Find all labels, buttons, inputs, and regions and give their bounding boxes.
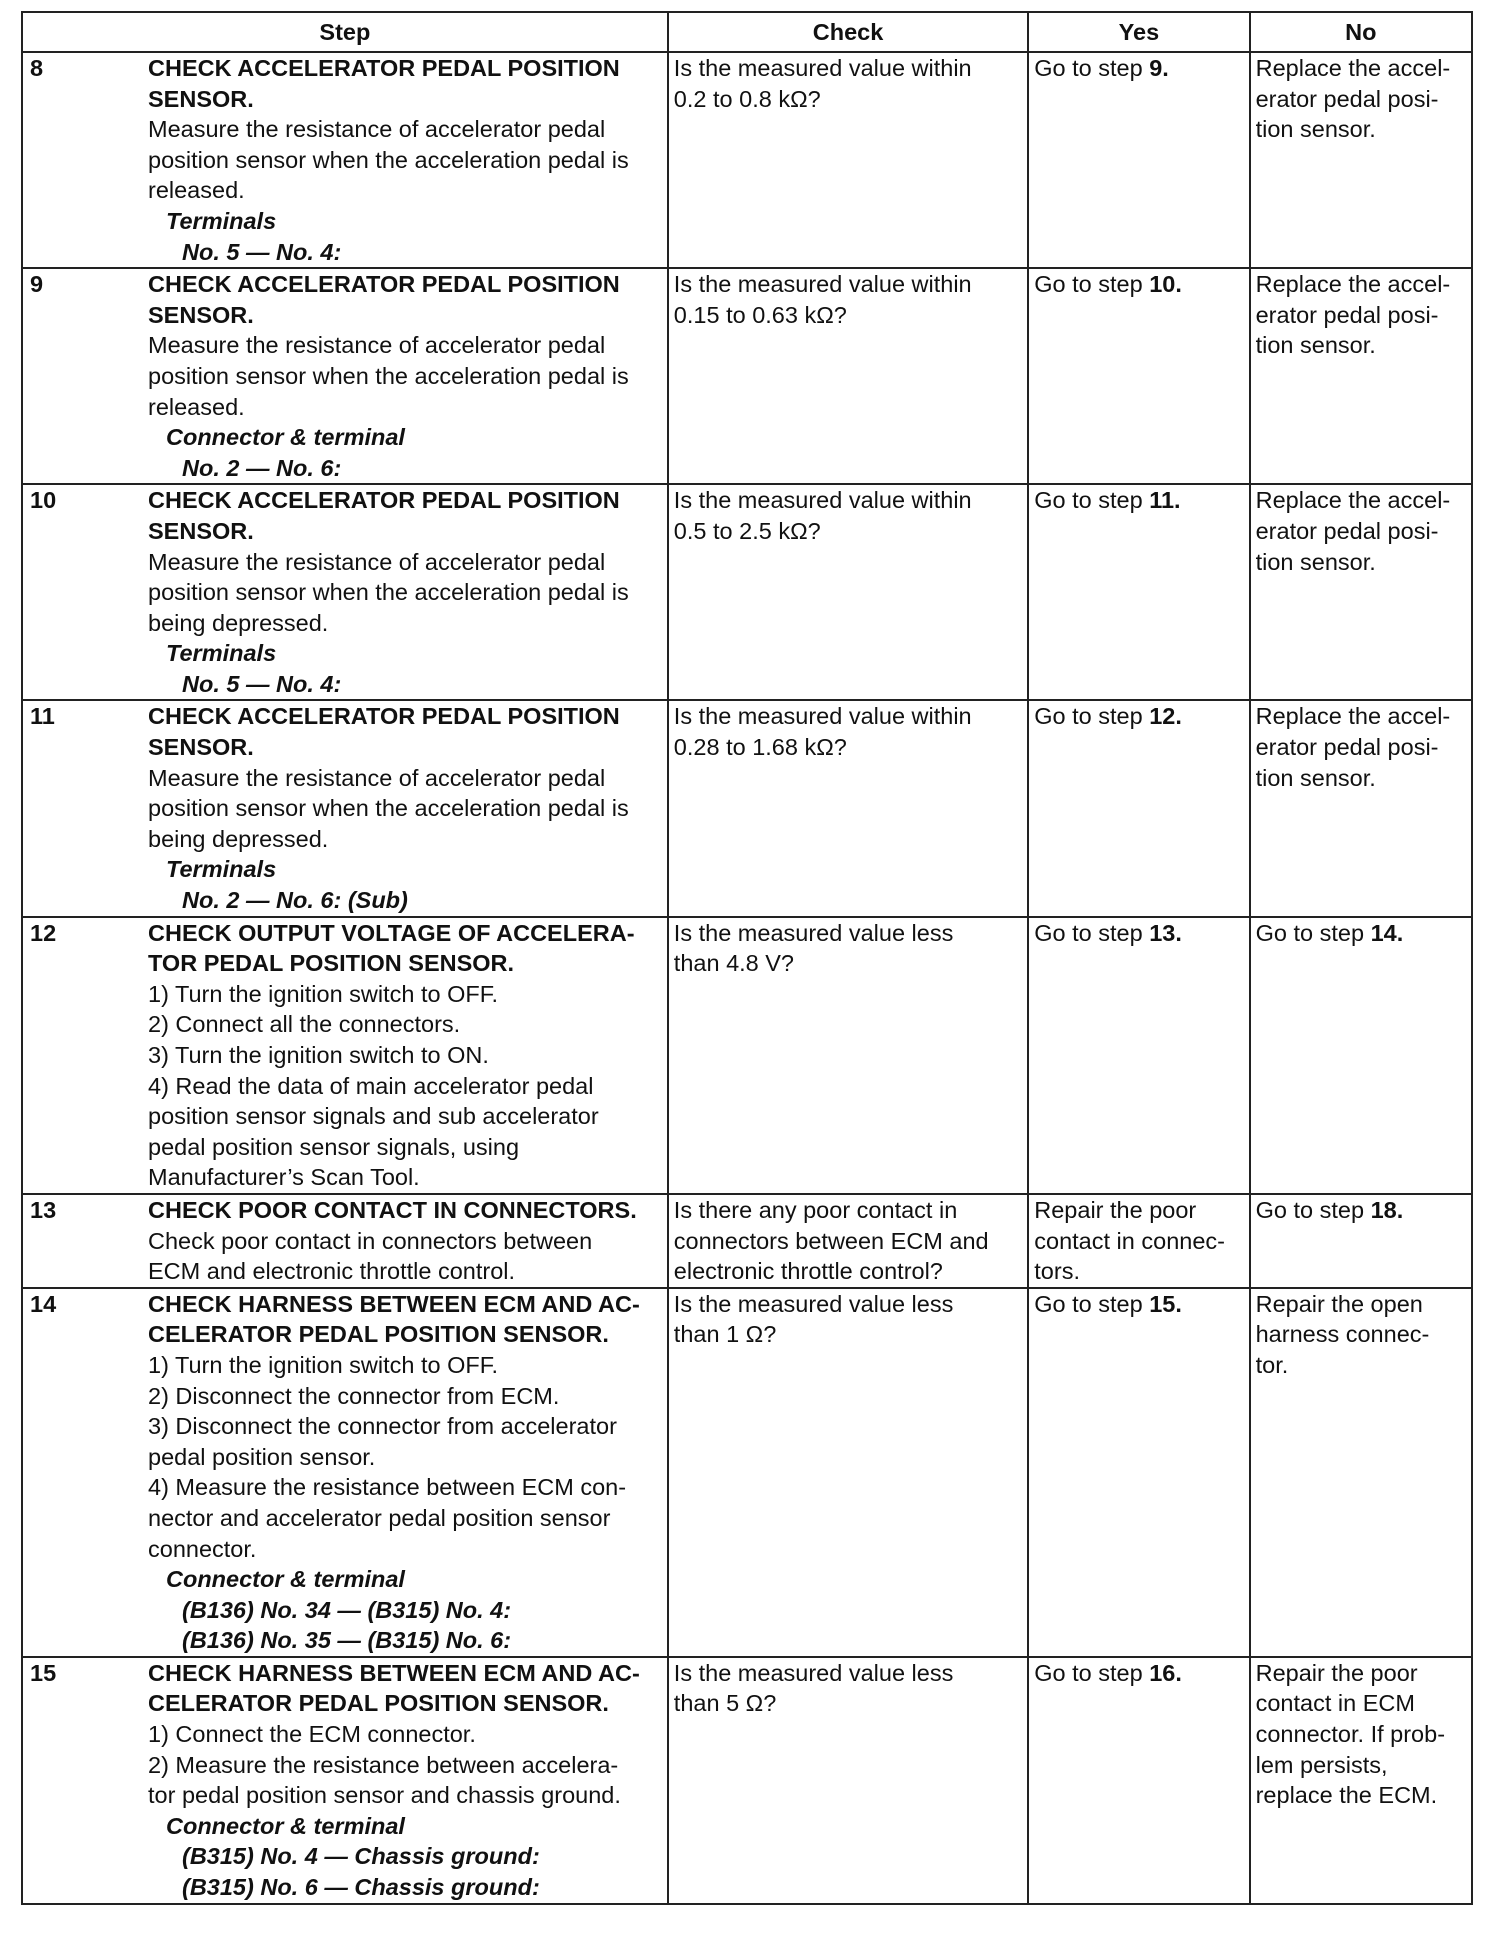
- step-instruction-line: being depressed.: [148, 609, 329, 636]
- yes-goto: [1034, 485, 1243, 516]
- step-instruction-line: position sensor when the acceleration pedal is: [148, 146, 629, 173]
- step-wrap: [28, 918, 662, 1193]
- yes-goto-step: 13.: [1149, 919, 1182, 946]
- step-body: [148, 701, 662, 915]
- check-text-line: Is the measured value within: [673, 703, 972, 730]
- step-terminal-line: No. 2 — No. 6:: [182, 454, 342, 481]
- step-sub-label: Connector & terminal: [166, 1566, 405, 1593]
- step-instruction-line: 1) Turn the ignition switch to OFF.: [148, 1351, 499, 1378]
- check-cell: [668, 52, 1028, 268]
- diagnostic-page: [21, 11, 1473, 1905]
- yes-goto-prefix: Go to step: [1034, 919, 1150, 946]
- yes-cell: [1028, 1194, 1249, 1288]
- step-instruction-line: tor pedal position sensor and chassis ground.: [148, 1782, 621, 1809]
- yes-goto-prefix: Go to step: [1034, 1659, 1150, 1686]
- step-title-line: CHECK ACCELERATOR PEDAL POSITION: [148, 271, 620, 298]
- step-sub-label: Connector & terminal: [166, 424, 405, 451]
- step-cell: [22, 1657, 668, 1904]
- step-title-line: CHECK HARNESS BETWEEN ECM AND AC-: [148, 1659, 640, 1686]
- no-text-line: lem persists,: [1255, 1751, 1388, 1778]
- no-cell: [1250, 1657, 1472, 1904]
- step-sub-label: Connector & terminal: [166, 1812, 405, 1839]
- step-title-line: CHECK ACCELERATOR PEDAL POSITION: [148, 55, 620, 81]
- step-title-line: CHECK OUTPUT VOLTAGE OF ACCELERA-: [148, 919, 635, 946]
- step-cell: [22, 917, 668, 1194]
- no-goto-step: 18.: [1370, 1196, 1404, 1223]
- yes-goto: [1034, 701, 1243, 732]
- step-title-line: SENSOR.: [148, 734, 254, 761]
- table-row: [22, 484, 1472, 700]
- no-text-line: connector. If prob-: [1255, 1721, 1446, 1748]
- step-cell: [22, 52, 668, 268]
- no-text-line: tion sensor.: [1255, 764, 1376, 791]
- yes-goto: [1034, 53, 1243, 84]
- step-instruction-line: Measure the resistance of accelerator pedal: [148, 548, 606, 575]
- no-text-line: erator pedal posi-: [1255, 85, 1439, 112]
- yes-text-line: tors.: [1034, 1258, 1080, 1285]
- check-text-line: than 5 Ω?: [673, 1690, 777, 1717]
- step-body: [148, 485, 662, 699]
- check-cell: [668, 917, 1028, 1194]
- header-no: No: [1250, 12, 1472, 52]
- check-cell: [668, 1657, 1028, 1904]
- yes-cell: [1028, 1288, 1249, 1657]
- no-text-line: contact in ECM: [1255, 1690, 1415, 1717]
- step-body: [148, 53, 662, 267]
- step-number: 11: [30, 703, 55, 730]
- step-instruction-line: position sensor signals and sub accelerator: [148, 1103, 599, 1130]
- step-title-line: TOR PEDAL POSITION SENSOR.: [148, 950, 515, 977]
- check-text-line: 0.15 to 0.63 kΩ?: [673, 301, 847, 328]
- step-title-line: CELERATOR PEDAL POSITION SENSOR.: [148, 1690, 609, 1717]
- step-terminal-line: (B315) No. 4 — Chassis ground:: [182, 1843, 540, 1870]
- step-instruction-line: 4) Read the data of main accelerator pedal: [148, 1072, 594, 1099]
- table-row: [22, 1657, 1472, 1904]
- no-cell: [1250, 52, 1472, 268]
- no-cell: [1250, 484, 1472, 700]
- step-body: [148, 269, 662, 483]
- no-text-line: Repair the poor: [1255, 1659, 1418, 1686]
- step-terminal-line: (B136) No. 34 — (B315) No. 4:: [182, 1596, 512, 1623]
- step-instruction-line: 1) Connect the ECM connector.: [148, 1721, 476, 1748]
- no-cell: [1250, 917, 1472, 1194]
- step-instruction-line: 2) Measure the resistance between accelera-: [148, 1751, 619, 1778]
- check-text-line: Is the measured value less: [673, 1659, 954, 1686]
- no-goto-step: 14.: [1370, 919, 1404, 946]
- yes-goto-step: 11.: [1149, 487, 1181, 514]
- step-instruction-line: ECM and electronic throttle control.: [148, 1258, 516, 1285]
- no-goto-prefix: Go to step: [1255, 1196, 1371, 1223]
- step-wrap: [28, 53, 662, 267]
- no-text-line: Replace the accel-: [1255, 487, 1451, 514]
- no-text-line: Replace the accel-: [1255, 703, 1451, 730]
- yes-goto-prefix: Go to step: [1034, 1290, 1150, 1317]
- no-text-line: erator pedal posi-: [1255, 301, 1439, 328]
- yes-text-line: Repair the poor: [1034, 1196, 1197, 1223]
- step-instruction-line: 2) Connect all the connectors.: [148, 1011, 461, 1038]
- table-row: [22, 700, 1472, 916]
- step-instruction-line: nector and accelerator pedal position sensor: [148, 1504, 611, 1531]
- table-row: [22, 917, 1472, 1194]
- step-wrap: [28, 1658, 662, 1903]
- step-wrap: [28, 701, 662, 915]
- step-title-line: SENSOR.: [148, 301, 254, 328]
- no-goto: [1256, 1195, 1466, 1226]
- yes-goto: [1034, 918, 1243, 949]
- check-text-line: connectors between ECM and: [673, 1227, 989, 1254]
- check-text-line: 0.28 to 1.68 kΩ?: [673, 734, 847, 761]
- step-instruction-line: 2) Disconnect the connector from ECM.: [148, 1382, 560, 1409]
- yes-text-line: contact in connec-: [1034, 1227, 1225, 1254]
- step-wrap: [28, 1289, 662, 1656]
- check-text-line: Is the measured value within: [673, 271, 972, 298]
- step-instruction-line: Measure the resistance of accelerator pedal: [148, 116, 606, 143]
- yes-goto-step: 16.: [1149, 1659, 1182, 1686]
- step-number: 10: [30, 487, 57, 514]
- step-number: 13: [30, 1196, 57, 1223]
- table-header-row: [22, 12, 1472, 52]
- step-title-line: SENSOR.: [148, 517, 254, 544]
- yes-cell: [1028, 1657, 1249, 1904]
- step-instruction-line: 1) Turn the ignition switch to OFF.: [148, 980, 499, 1007]
- step-instruction-line: 4) Measure the resistance between ECM con-: [148, 1474, 627, 1501]
- no-text-line: erator pedal posi-: [1255, 734, 1439, 761]
- step-terminal-line: No. 2 — No. 6: (Sub): [182, 887, 408, 914]
- step-body: [148, 918, 662, 1193]
- step-terminal-line: (B315) No. 6 — Chassis ground:: [182, 1874, 540, 1901]
- step-number: 15: [30, 1659, 57, 1686]
- step-cell: [22, 1194, 668, 1288]
- no-text-line: tion sensor.: [1255, 116, 1376, 143]
- step-title-line: CHECK ACCELERATOR PEDAL POSITION: [148, 703, 620, 730]
- step-sub-label: Terminals: [166, 207, 277, 234]
- step-instruction-line: position sensor when the acceleration pedal is: [148, 579, 629, 606]
- check-text-line: Is there any poor contact in: [673, 1196, 958, 1223]
- no-text-line: harness connec-: [1255, 1321, 1430, 1348]
- step-number: 12: [30, 919, 57, 946]
- no-cell: [1250, 1194, 1472, 1288]
- check-text-line: 0.2 to 0.8 kΩ?: [673, 85, 821, 112]
- yes-goto-step: 10.: [1149, 271, 1182, 298]
- header-yes: Yes: [1028, 12, 1249, 52]
- step-instruction-line: 3) Turn the ignition switch to ON.: [148, 1042, 489, 1068]
- step-cell: [22, 268, 668, 484]
- check-text-line: Is the measured value less: [673, 919, 954, 946]
- step-wrap: [28, 269, 662, 483]
- no-cell: [1250, 700, 1472, 916]
- no-text-line: Replace the accel-: [1255, 55, 1451, 81]
- step-instruction-line: Measure the resistance of accelerator pedal: [148, 764, 606, 791]
- diagnostic-table: [21, 11, 1473, 1905]
- step-title-line: CHECK POOR CONTACT IN CONNECTORS.: [148, 1196, 637, 1223]
- check-text-line: than 1 Ω?: [673, 1321, 777, 1348]
- step-cell: [22, 1288, 668, 1657]
- yes-cell: [1028, 484, 1249, 700]
- check-text-line: than 4.8 V?: [673, 950, 795, 977]
- yes-goto: [1034, 1658, 1243, 1689]
- step-instruction-line: released.: [148, 393, 245, 420]
- no-cell: [1250, 1288, 1472, 1657]
- no-text-line: tion sensor.: [1255, 548, 1376, 575]
- step-instruction-line: position sensor when the acceleration pedal is: [148, 795, 629, 822]
- yes-cell: [1028, 700, 1249, 916]
- step-instruction-line: released.: [148, 177, 245, 204]
- yes-cell: [1028, 917, 1249, 1194]
- check-cell: [668, 1194, 1028, 1288]
- table-row: [22, 268, 1472, 484]
- step-number: 9: [30, 271, 44, 298]
- step-instruction-line: pedal position sensor signals, using: [148, 1133, 520, 1160]
- step-terminal-line: No. 5 — No. 4:: [182, 670, 342, 697]
- step-title-line: CHECK HARNESS BETWEEN ECM AND AC-: [148, 1290, 640, 1317]
- check-text-line: Is the measured value within: [673, 487, 972, 514]
- check-cell: [668, 700, 1028, 916]
- no-goto: [1256, 918, 1466, 949]
- yes-goto-step: 15.: [1149, 1290, 1182, 1317]
- no-text-line: tion sensor.: [1255, 332, 1376, 359]
- step-instruction-line: position sensor when the acceleration pedal is: [148, 362, 629, 389]
- header-step: Step: [22, 12, 668, 52]
- yes-cell: [1028, 268, 1249, 484]
- no-text-line: Replace the accel-: [1255, 271, 1451, 298]
- step-title-line: CELERATOR PEDAL POSITION SENSOR.: [148, 1321, 609, 1348]
- step-cell: [22, 484, 668, 700]
- step-terminal-line: No. 5 — No. 4:: [182, 238, 342, 265]
- step-terminal-line: (B136) No. 35 — (B315) No. 6:: [182, 1627, 512, 1654]
- step-sub-label: Terminals: [166, 640, 277, 667]
- check-cell: [668, 1288, 1028, 1657]
- step-number: 14: [30, 1290, 57, 1317]
- step-instruction-line: Measure the resistance of accelerator pedal: [148, 332, 606, 359]
- check-cell: [668, 268, 1028, 484]
- check-cell: [668, 484, 1028, 700]
- yes-goto-prefix: Go to step: [1034, 271, 1150, 298]
- step-instruction-line: connector.: [148, 1535, 257, 1562]
- step-instruction-line: Check poor contact in connectors between: [148, 1227, 593, 1254]
- step-wrap: [28, 1195, 662, 1287]
- no-goto-prefix: Go to step: [1255, 919, 1371, 946]
- check-text-line: electronic throttle control?: [673, 1258, 943, 1285]
- no-cell: [1250, 268, 1472, 484]
- check-text-line: Is the measured value less: [673, 1290, 954, 1317]
- step-instruction-line: Manufacturer’s Scan Tool.: [148, 1164, 420, 1191]
- step-body: [148, 1658, 662, 1903]
- table-row: [22, 1194, 1472, 1288]
- yes-goto: [1034, 269, 1243, 300]
- table-row: [22, 1288, 1472, 1657]
- step-body: [148, 1195, 662, 1287]
- header-check: Check: [668, 12, 1028, 52]
- table-row: [22, 52, 1472, 268]
- yes-goto-prefix: Go to step: [1034, 703, 1150, 730]
- step-sub-label: Terminals: [166, 856, 277, 883]
- no-text-line: Repair the open: [1255, 1290, 1423, 1317]
- step-instruction-line: 3) Disconnect the connector from accelerator: [148, 1413, 617, 1440]
- step-wrap: [28, 485, 662, 699]
- no-text-line: erator pedal posi-: [1255, 517, 1439, 544]
- check-text-line: 0.5 to 2.5 kΩ?: [673, 517, 821, 544]
- table-body: [22, 52, 1472, 1904]
- yes-goto-prefix: Go to step: [1034, 487, 1150, 514]
- step-number: 8: [30, 55, 44, 81]
- yes-goto-step: 12.: [1149, 703, 1182, 730]
- no-text-line: replace the ECM.: [1255, 1782, 1438, 1809]
- step-instruction-line: pedal position sensor.: [148, 1443, 376, 1470]
- step-title-line: CHECK ACCELERATOR PEDAL POSITION: [148, 487, 620, 514]
- step-cell: [22, 700, 668, 916]
- step-title-line: SENSOR.: [148, 85, 254, 112]
- step-instruction-line: being depressed.: [148, 825, 329, 852]
- yes-goto-prefix: Go to step: [1034, 55, 1150, 81]
- step-body: [148, 1289, 662, 1656]
- yes-goto: [1034, 1289, 1243, 1320]
- yes-goto-step: 9.: [1149, 55, 1169, 81]
- check-text-line: Is the measured value within: [673, 55, 972, 81]
- no-text-line: tor.: [1255, 1351, 1289, 1378]
- yes-cell: [1028, 52, 1249, 268]
